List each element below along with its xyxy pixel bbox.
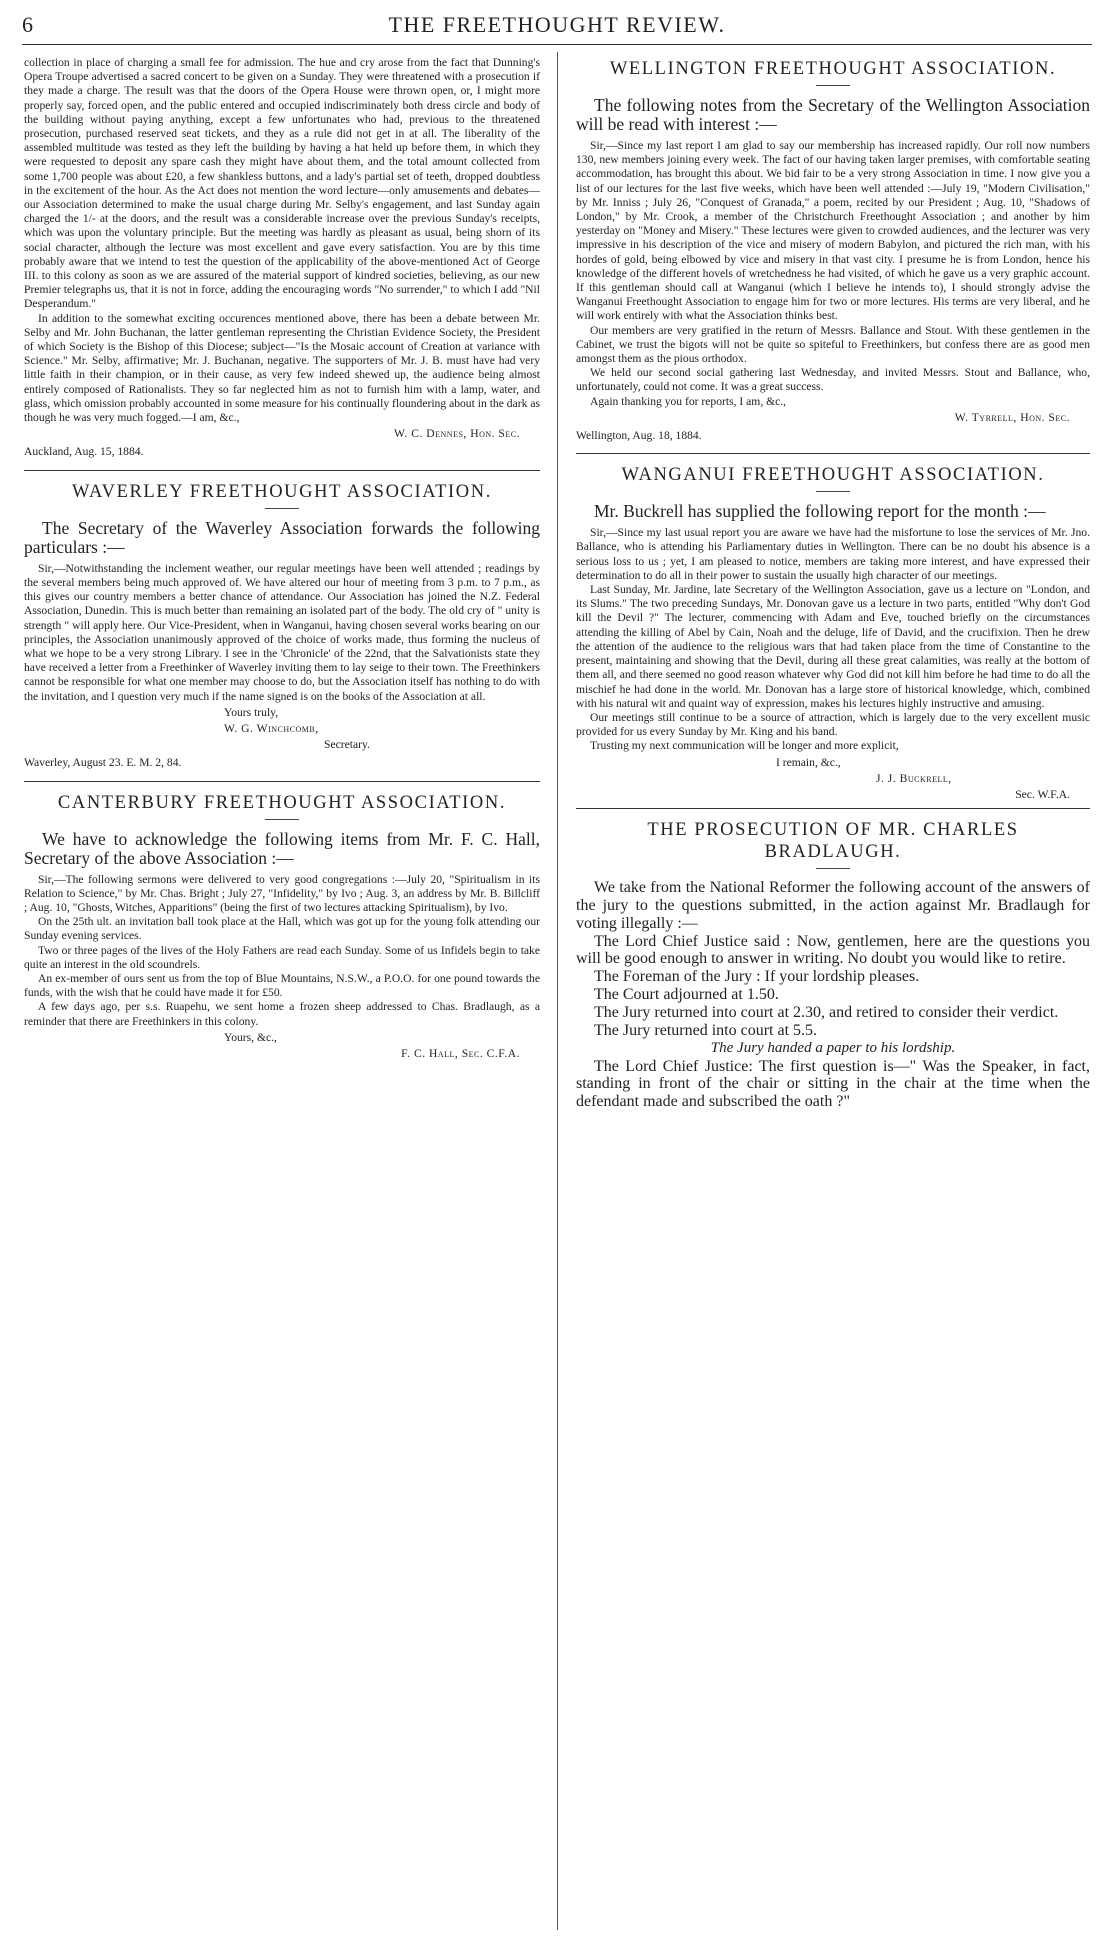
wanganui-paragraph-2: Last Sunday, Mr. Jardine, late Secretary of the Wellington Association, gave us a lecture on "London, and its Slums." The two preceding Sundays, Mr. Donovan gave us a lecture in two parts, entitled "Why don't God kill the Devil ?" The lecturer, commencing with Adam and Eve, touched briefly on the circumstances attending the killing of Abel by Cain, Noah and the deluge, life of David, and the crucifixion. Then he drew the attention of the audience to the religious wars that had taken place from the time of Constantine to the present, maintaining and showing that the Devil, during all these great calamities, was really at the bottom of them all, and there seemed no good reason whatever why God did not kill him before he had time to do all the mischief he had done in the world. Mr. Donovan has a large store of historical knowledge, which, combined with his natural wit and quaint way of expression, makes his lectures highly instructive and amusing. <box>576 583 1090 710</box>
wanganui-signature: J. J. Buckrell, <box>876 771 952 785</box>
right-column <box>576 56 1090 1926</box>
left-column <box>24 56 540 1926</box>
page-number: 6 <box>22 12 33 37</box>
wanganui-paragraph-4: Trusting my next communication will be longer and more explicit, <box>590 739 899 753</box>
journal-title: THE FREETHOUGHT REVIEW. <box>388 12 726 37</box>
wanganui-intro: Mr. Buckrell has supplied the following report for the month :— <box>594 501 1046 522</box>
wellington-intro: The following notes from the Secretary of the Wellington Association will be read with interest :— <box>576 95 1090 134</box>
wellington-section <box>576 58 1090 443</box>
bradlaugh-section <box>576 819 1090 1111</box>
waverley-dateline: Waverley, August 23. E. M. 2, 84. <box>24 756 182 770</box>
canterbury-paragraph-2: On the 25th ult. an invitation ball took place at the Hall, which was got up for the young folk attending our Sunday evening services. <box>24 915 540 943</box>
bradlaugh-heading: THE PROSECUTION OF MR. CHARLES BRADLAUGH. <box>647 820 1019 863</box>
wanganui-paragraph-1: Sir,—Since my last usual report you are aware we have had the misfortune to lose the services of Mr. Jno. Ballance, who is attending his Parliamentary duties in Wellington. There can be no doubt his absence is a serious loss to us ; yet, I am pleased to notice, members are taking more interest, and have expressed their determination to do all in their power to sustain the usually high character of our meetings. <box>576 526 1090 582</box>
wanganui-heading: WANGANUI FREETHOUGHT ASSOCIATION. <box>621 465 1045 486</box>
section-rule <box>576 453 1090 454</box>
waverley-heading: WAVERLEY FREETHOUGHT ASSOCIATION. <box>72 481 492 502</box>
column-divider <box>557 52 558 1930</box>
canterbury-paragraph-3: Two or three pages of the lives of the Holy Fathers are read each Sunday. Some of us Infidels begin to take quite an interest in the old scoundrels. <box>24 943 540 971</box>
bradlaugh-paragraph-3: The Court adjourned at 1.50. <box>594 985 779 1003</box>
canterbury-paragraph-4: An ex-member of ours sent us from the top of Blue Mountains, N.S.W., a P.O.O. for one pound towards the funds, with the wish that he could have made it for £50. <box>24 971 540 1000</box>
bradlaugh-paragraph-1: The Lord Chief Justice said : Now, gentlemen, here are the questions you will be good enough to answer in writing. No doubt you would like to retire. <box>576 932 1090 968</box>
bradlaugh-paragraph-5: The Jury returned into court at 5.5. <box>594 1021 818 1039</box>
auckland-report <box>24 56 540 460</box>
canterbury-heading: CANTERBURY FREETHOUGHT ASSOCIATION. <box>57 792 507 813</box>
section-rule <box>24 781 540 782</box>
heading-rule <box>265 819 299 820</box>
waverley-body: Sir,—Notwithstanding the inclement weather, our regular meetings have been well attended ; readings by the several members being much approved of. We have altered our hour of meeting from 3 p.m. to 7 p.m., as this gives our country members a better chance of attendance. Our Association has joined the N.Z. Federal Association, Dunedin. This is much better than remaining an isolated part of the body. The old cry of " unity is strength " will apply here. Our Vice-President, when in Wanganui, having chosen several works bearing on our principles, the Association unanimously approved of the choice of works made, thus forming the nucleus of what we hope to be a very strong Library. I see in the 'Chronicle' of the 22nd, that the Salvationists state they have received a letter from a Freethinker of Waverley inviting them to lay seige to their town. The Freethinkers cannot be responsible for what one member may choose to do, but the Association itself has nothing to do with the invitation, and I question very much if the name signed is on the books of the Association at all. <box>24 561 540 703</box>
wellington-paragraph-1: Sir,—Since my last report I am glad to say our membership has increased rapidly. Our roll now numbers 130, new members joining every week. The fact of our having taken larger premises, with comfortable seating accommodation, has brought this about. We bid fair to be a very strong Association in time. I now give you a list of our lectures for the last five weeks, which have been well attended :—July 19, "Modern Civilisation," by Mr. Inniss ; July 26, "Conquest of Granada," a poem, recited by our President ; Aug. 10, "Shadows of London," by Mr. Crook, a member of the Christchurch Freethought Association ; and another by him yesterday on "Money and Misery." These lectures were given to crowded audiences, and the lecturer was very impressive in his description of the vice and misery of modern Babylon, and pictured the rich man, with his hordes of gold, being elbowed by vice and misery in that vast city. I presume he is from London, hence his knowledge of the different hovels of wretchedness he had visited, of which he gave us a very graphic account. If this gentleman should call at Wanganui (which I believe he intends to), I should strongly advise the Wanganui Freethought Association to engage him for two or more lectures. His terms are very liberal, and he will work entirely with what the Association thinks best. <box>576 139 1090 323</box>
bradlaugh-intro: We take from the National Reformer the following account of the answers of the jury to the questions submitted, in the action against Mr. Bradlaugh for voting illegally :— <box>576 879 1090 932</box>
heading-rule <box>816 85 850 86</box>
wanganui-section <box>576 464 1090 802</box>
wellington-paragraph-4: Again thanking you for reports, I am, &c., <box>590 394 787 408</box>
wellington-paragraph-3: We held our second social gathering last Wednesday, and invited Messrs. Stout and Ballance, who, unfortunately, could not come. It was a great success. <box>576 366 1090 394</box>
bradlaugh-paragraph-4: The Jury returned into court at 2.30, and retired to consider their verdict. <box>594 1003 1059 1021</box>
waverley-signature: W. G. Winchcomb, <box>224 721 319 735</box>
running-head <box>22 10 1092 45</box>
waverley-section <box>24 481 540 771</box>
wanganui-closing: I remain, &c., <box>776 755 841 769</box>
waverley-intro: The Secretary of the Waverley Association forwards the following particulars :— <box>24 517 540 557</box>
auckland-dateline: Auckland, Aug. 15, 1884. <box>24 445 144 459</box>
wellington-dateline: Wellington, Aug. 18, 1884. <box>576 429 702 443</box>
canterbury-paragraph-1: Sir,—The following sermons were delivered to very good congregations :—July 20, "Spiritualism in its Relation to Science," by Mr. Chas. Bright ; July 27, "Infidelity," by Ivo ; Aug. 3, an address by Mr. B. Billcliff ; Aug. 10, "Ghosts, Witches, Apparitions" (being the first of two lectures attacking Spiritualism), by Ivo. <box>24 872 540 914</box>
auckland-signature: W. C. Dennes, Hon. Sec. <box>394 427 520 441</box>
bradlaugh-italic-note: The Jury handed a paper to his lordship. <box>710 1040 956 1057</box>
heading-rule <box>816 868 850 869</box>
wellington-paragraph-2: Our members are very gratified in the return of Messrs. Ballance and Stout. With these gentlemen in the Cabinet, we trust the bigots will not be quite so spiteful to Freethinkers, but confess there are as good men amongst them as the pious orthodox. <box>576 323 1090 366</box>
wellington-heading: WELLINGTON FREETHOUGHT ASSOCIATION. <box>609 59 1057 79</box>
bradlaugh-paragraph-2: The Foreman of the Jury : If your lordship pleases. <box>594 968 920 986</box>
wellington-signature: W. Tyrrell, Hon. Sec. <box>954 410 1070 424</box>
canterbury-closing: Yours, &c., <box>224 1030 277 1044</box>
canterbury-signature: F. C. Hall, Sec. C.F.A. <box>401 1046 520 1060</box>
wanganui-paragraph-3: Our meetings still continue to be a source of attraction, which is largely due to the very excellent music provided for us every Sunday by Mr. King and his band. <box>576 710 1090 739</box>
heading-rule <box>265 508 299 509</box>
canterbury-intro: We have to acknowledge the following items from Mr. F. C. Hall, Secretary of the above Association :— <box>24 828 540 868</box>
section-rule <box>24 470 540 471</box>
waverley-closing: Yours truly, <box>224 705 279 719</box>
auckland-paragraph-2: In addition to the somewhat exciting occurences mentioned above, there has been a debate between Mr. Selby and Mr. John Buchanan, the latter gentleman representing the Christian Evidence Society, the President of which Society is the Bishop of this Diocese; subject—"Is the Mosaic account of Creation at variance with Science." Mr. Selby, affirmative; Mr. J. Buchanan, negative. The supporters of Mr. J. B. must have had very little faith in their champion, or in their cause, as very few indeed shewed up, the audience being almost entirely composed of Rationalists. They so far neglected him as not to furnish him with a lamp, water, and glass, which omission probably accounted in some measure for his continually floundering about in the dark as though he was very much fogged.—I am, &c., <box>24 311 540 425</box>
wanganui-title: Sec. W.F.A. <box>1015 787 1070 801</box>
auckland-paragraph-1: collection in place of charging a small fee for admission. The hue and cry arose from the fact that Dunning's Opera Troupe advertised a sacred concert to be given on a Sunday. They were threatened with a prosecution if they made a charge. The result was that the doors of the Opera House were thrown open, or, I might more properly say, forced open, and the public entered and occupied indiscriminately both dress circle and body of the building without paying anything, except a few unfortunates who had, previous to the threatened prosecution, purchased reserved seat tickets, and they as a rule did not get in at all. The liberality of the assembled multitude was tested as they left the building by having a hat held up before them, in which they were requested to deposit any spare cash they might have about them, and the total amount collected from some 1,700 people was about £20, a few shankless buttons, and a lady's partial set of teeth, dropped doubtless in the excitement of the hour. As the Act does not mention the word lecture—only amusements and debates—our Association determined to make the usual charge during Mr. Selby's engagement, and last Sunday again charged the 1/- at the doors, and the result was a considerable increase over the previous Sunday's receipts, which was upon the voluntary principle. But the meeting was hardly as pleasant as usual, being shorn of its social character, although the lecture was most excellent and gave every satisfaction. You are by this time probably aware that we intend to test the question of the applicability of the above-mentioned Act of George III. to this colony as soon as we are assured of the material support of kindred societies, believing, as our new Premier telegraphs us, that it is not in force, adding the encouraging words "No surrender," to which I add "Nil Desperandum." <box>24 56 540 311</box>
canterbury-paragraph-5: A few days ago, per s.s. Ruapehu, we sent home a frozen sheep addressed to Chas. Bradlaugh, as a reminder that there are Freethinkers in this colony. <box>24 1000 540 1028</box>
bradlaugh-paragraph-6: The Lord Chief Justice: The first question is—" Was the Speaker, in fact, standing in front of the chair or sitting in the chair at the time when the defendant made and subscribed the oath ?" <box>576 1057 1090 1111</box>
heading-rule <box>816 491 850 492</box>
waverley-title: Secretary. <box>324 738 370 752</box>
section-rule <box>576 808 1090 809</box>
canterbury-section <box>24 792 540 1062</box>
